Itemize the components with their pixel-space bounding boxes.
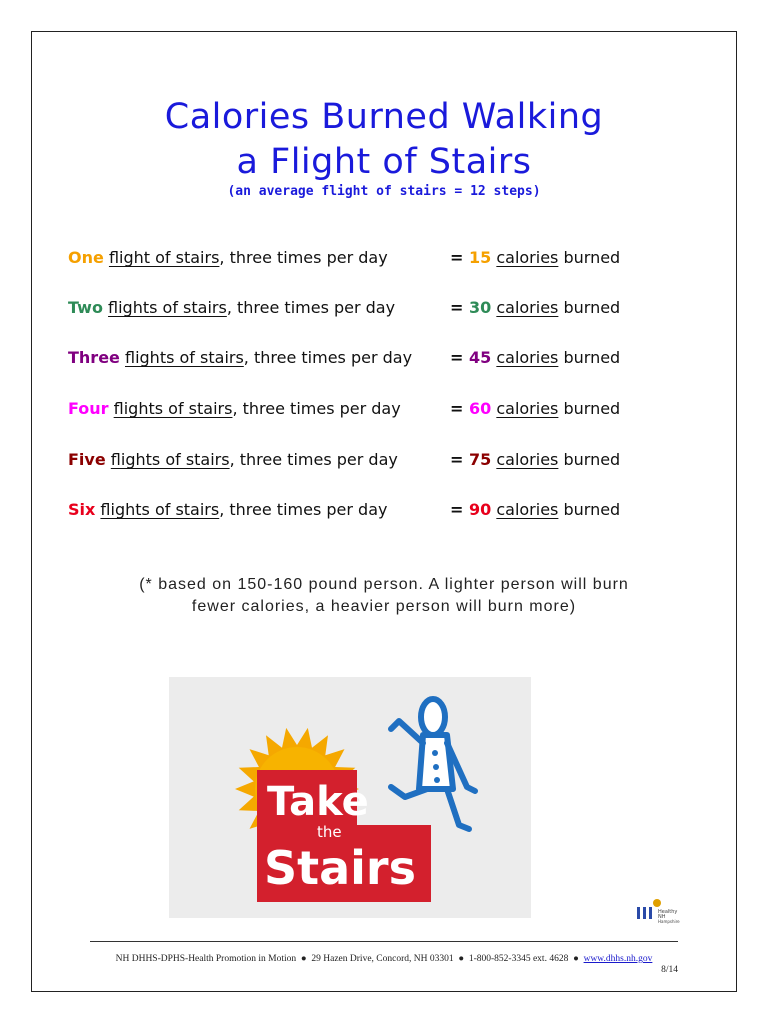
count-word: Six — [68, 500, 96, 519]
footnote-line-2: fewer calories, a heavier person will burn more) — [191, 598, 577, 615]
calorie-value: 90 — [468, 500, 492, 519]
flights-label: flights of stairs — [108, 298, 227, 317]
page-number: 8/14 — [661, 965, 678, 975]
footer-bullet-1: ● — [300, 954, 307, 964]
count-word: One — [68, 248, 104, 267]
calories-label: calories — [496, 348, 559, 367]
row-result — [450, 500, 620, 519]
burned-label: burned — [558, 348, 621, 367]
footer-org: NH DHHS-DPHS-Health Promotion in Motion — [115, 954, 297, 964]
calorie-value: 30 — [468, 298, 492, 317]
row-description — [68, 450, 398, 469]
footer-bullet-2: ● — [458, 954, 465, 964]
logo-text-3: Hampshire — [658, 919, 680, 924]
calorie-value: 15 — [468, 248, 492, 267]
flights-label: flights of stairs — [125, 348, 244, 367]
frequency-text: , three times per day — [226, 298, 396, 317]
burned-label: burned — [558, 399, 621, 418]
burned-label: burned — [558, 450, 621, 469]
footer-address: 29 Hazen Drive, Concord, NH 03301 — [311, 954, 454, 964]
flights-label: flights of stairs — [110, 450, 230, 469]
row-description — [68, 248, 388, 267]
logo-text-1: Healthy — [658, 909, 678, 915]
equals-sign: = — [450, 248, 469, 267]
banner-word-take: Take — [267, 779, 369, 825]
calories-label: calories — [496, 399, 559, 418]
calorie-value: 60 — [468, 399, 492, 418]
footer-website-link[interactable]: www.dhhs.nh.gov — [583, 954, 653, 964]
count-word: Two — [68, 298, 103, 317]
equals-sign: = — [450, 399, 469, 418]
frequency-text: , three times per day — [219, 248, 388, 267]
frequency-text: , three times per day — [229, 450, 398, 469]
footnote-line-1: (* based on 150-160 pound person. A lighter person will burn — [139, 576, 629, 593]
equals-sign: = — [450, 348, 469, 367]
equals-sign: = — [450, 450, 469, 469]
frequency-text: , three times per day — [219, 500, 388, 519]
calories-label: calories — [496, 298, 559, 317]
banner-word-the: the — [317, 823, 342, 841]
row-result — [450, 248, 620, 267]
healthy-nh-logo — [631, 895, 680, 925]
flights-label: flight of stairs — [108, 248, 220, 267]
burned-label: burned — [558, 248, 621, 267]
equals-sign: = — [450, 298, 469, 317]
calories-label: calories — [496, 500, 559, 519]
page-subtitle: (an average flight of stairs = 12 steps) — [227, 184, 541, 199]
footnote — [0, 574, 768, 618]
calorie-row — [0, 500, 768, 526]
take-the-stairs-image — [169, 677, 531, 918]
calories-label: calories — [496, 450, 559, 469]
page-title-line-1: Calories Burned Walking — [164, 97, 604, 137]
flights-label: flights of stairs — [100, 500, 220, 519]
row-result — [450, 399, 620, 418]
page-title-line-2: a Flight of Stairs — [236, 142, 532, 182]
calorie-value: 75 — [468, 450, 492, 469]
row-description — [68, 500, 387, 519]
calorie-value: 45 — [468, 348, 492, 367]
calorie-row — [0, 399, 768, 425]
row-description — [68, 399, 401, 418]
stick-figure-icon — [391, 699, 475, 829]
row-result — [450, 348, 620, 367]
footer-divider — [90, 941, 678, 942]
calories-label: calories — [496, 248, 559, 267]
equals-sign: = — [450, 500, 469, 519]
footer-phone: 1-800-852-3345 ext. 4628 — [468, 954, 569, 964]
calorie-row — [0, 248, 768, 274]
take-the-stairs-illustration — [169, 677, 531, 918]
calorie-row — [0, 298, 768, 324]
row-result — [450, 450, 620, 469]
logo-text-2: NH — [658, 914, 666, 920]
row-result — [450, 298, 620, 317]
calorie-row — [0, 450, 768, 476]
burned-label: burned — [558, 298, 621, 317]
count-word: Three — [68, 348, 120, 367]
count-word: Four — [68, 399, 109, 418]
flights-label: flights of stairs — [113, 399, 233, 418]
frequency-text: , three times per day — [232, 399, 401, 418]
footer-bullet-3: ● — [573, 954, 579, 964]
row-description — [68, 298, 395, 317]
burned-label: burned — [558, 500, 621, 519]
banner-word-stairs: Stairs — [264, 841, 416, 895]
calorie-row — [0, 348, 768, 374]
count-word: Five — [68, 450, 106, 469]
footer — [90, 954, 678, 964]
frequency-text: , three times per day — [243, 348, 413, 367]
row-description — [68, 348, 412, 367]
